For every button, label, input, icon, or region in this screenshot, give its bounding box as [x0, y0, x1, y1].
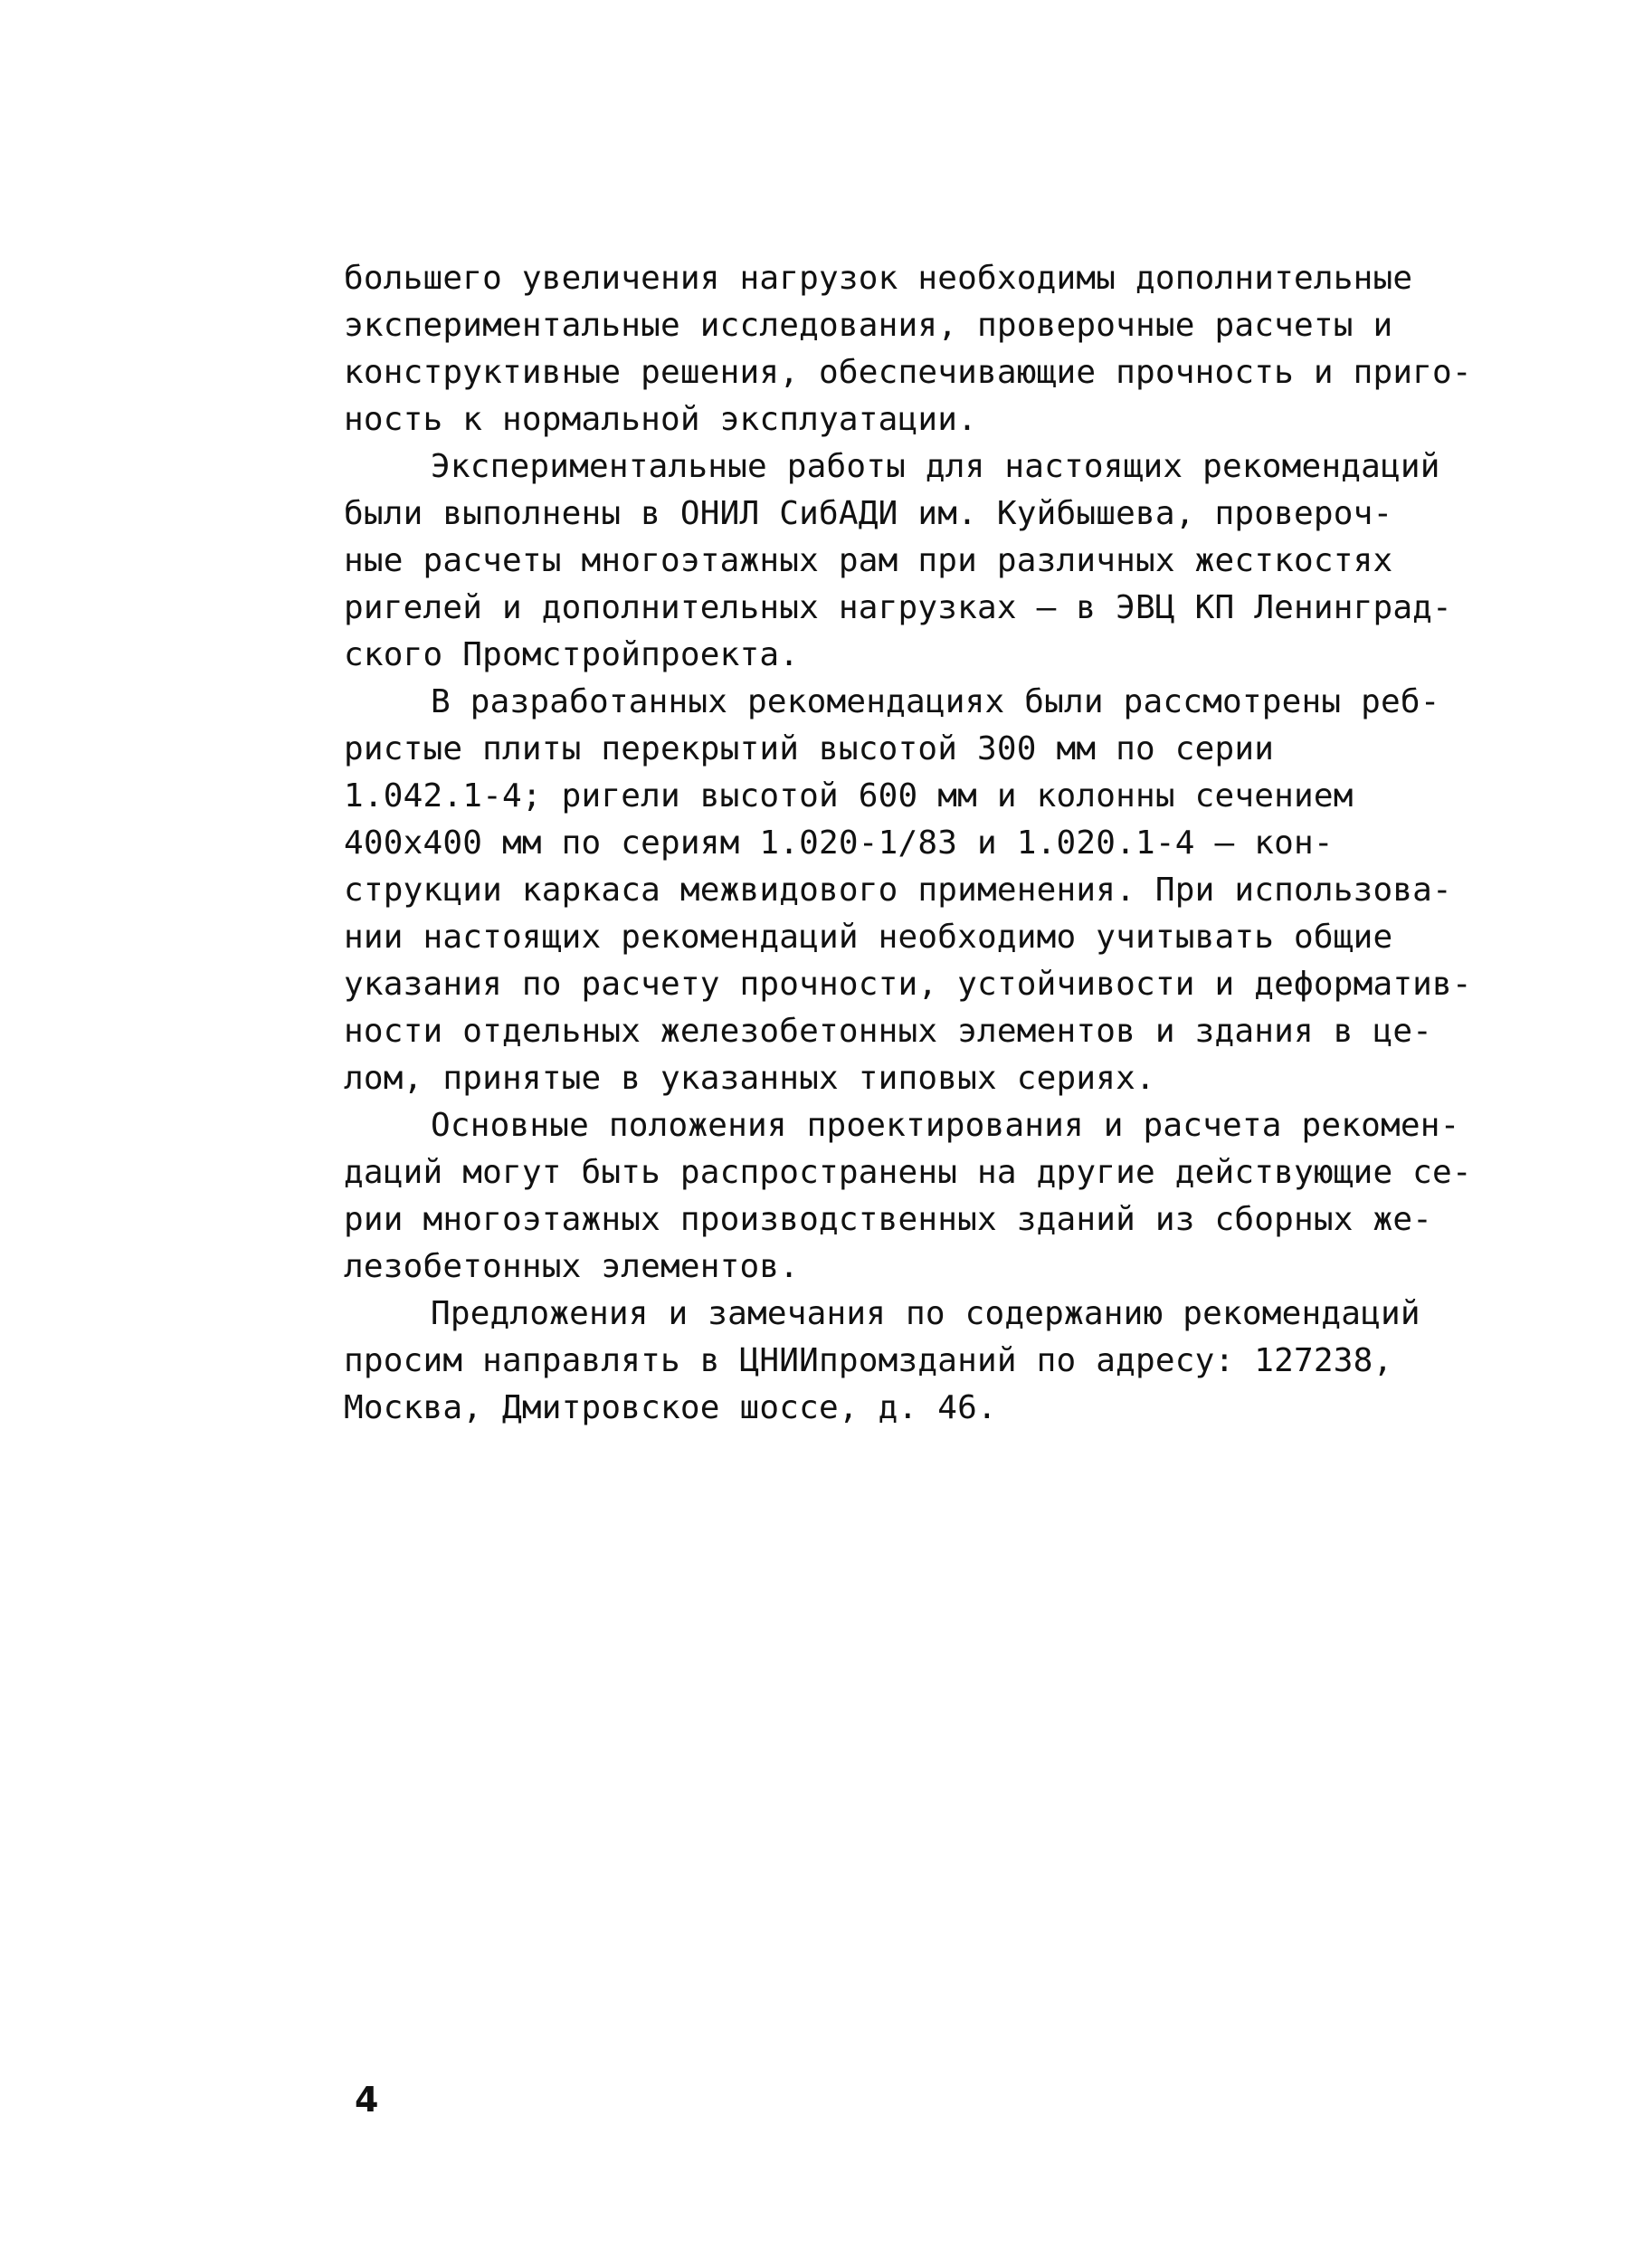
text-line: ского Промстройпроекта. — [344, 636, 800, 673]
paragraph-first-line: Основные положения проектирования и расчета рекомен- — [431, 1107, 1460, 1144]
body-text — [344, 255, 1565, 1432]
text-line: ригелей и дополнительных нагрузках – в ЭВЦ КП Ленинград- — [344, 589, 1452, 626]
text-line: ность к нормальной эксплуатации. — [344, 401, 977, 438]
text-line: ные расчеты многоэтажных рам при различных жесткостях — [344, 542, 1393, 579]
paragraph-first-line: Предложения и замечания по содержанию рекомендаций — [431, 1295, 1420, 1332]
text-line: рии многоэтажных производственных зданий из сборных же- — [344, 1201, 1433, 1238]
text-line: лом, принятые в указанных типовых сериях. — [344, 1060, 1155, 1097]
paragraph-first-line: Экспериментальные работы для настоящих рекомендаций — [431, 448, 1440, 485]
text-line: были выполнены в ОНИЛ СибАДИ им. Куйбышева, провероч- — [344, 495, 1393, 532]
text-line: ности отдельных железобетонных элементов и здания в це- — [344, 1013, 1433, 1050]
text-line: конструктивные решения, обеспечивающие прочность и приго- — [344, 354, 1472, 391]
paragraph-first-line: В разработанных рекомендациях были рассмотрены реб- — [431, 683, 1440, 720]
text-line: 400x400 мм по сериям 1.020-1/83 и 1.020.1-4 – кон- — [344, 824, 1334, 862]
text-line: нии настоящих рекомендаций необходимо учитывать общие — [344, 919, 1393, 956]
text-line: большего увеличения нагрузок необходимы дополнительные — [344, 260, 1413, 297]
text-line: лезобетонных элементов. — [344, 1248, 800, 1285]
text-line: просим направлять в ЦНИИпромзданий по адресу: 127238, — [344, 1342, 1393, 1379]
text-line: ристые плиты перекрытий высотой 300 мм по серии — [344, 730, 1275, 767]
text-line: Москва, Дмитровское шоссе, д. 46. — [344, 1389, 997, 1426]
text-line: даций могут быть распространены на другие действующие се- — [344, 1154, 1472, 1191]
text-line: указания по расчету прочности, устойчивости и деформатив- — [344, 966, 1472, 1003]
text-line: 1.042.1-4; ригели высотой 600 мм и колонны сечением — [344, 777, 1354, 815]
page-number: 4 — [355, 2080, 379, 2120]
text-line: экспериментальные исследования, проверочные расчеты и — [344, 307, 1393, 344]
text-line: струкции каркаса межвидового применения. При использова- — [344, 872, 1452, 909]
